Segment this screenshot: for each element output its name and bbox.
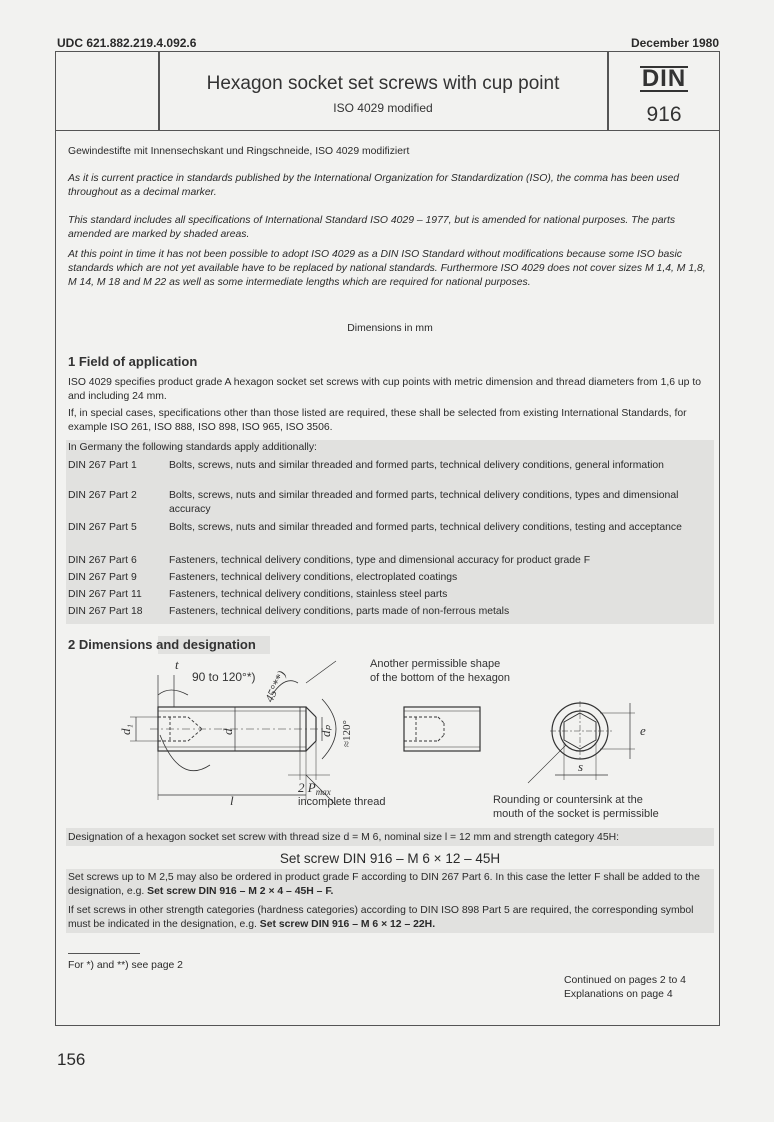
section-1-p2: If, in special cases, specifications other than those listed are required, these shall be selected from existing International Standards, for example ISO 261, ISO 888, ISO 898, ISO 965, ISO 3506. (68, 408, 687, 433)
designation-note-1: Set screws up to M 2,5 may also be ordered in product grade F according to DIN 267 Part 6. In this case the letter F shall be added to the designation, e.g. Set screw DIN 916 – M 2 × 4 – 45H – F. (68, 872, 700, 897)
german-title: Gewindestifte mit Innensechskant und Ringschneide, ISO 4029 modifiziert (68, 146, 410, 157)
angle-90-120-label: 90 to 120°*) (192, 670, 256, 684)
standard-note-2: At this point in time it has not been possible to adopt ISO 4029 as a DIN ISO Standard without modifications because some ISO basic standards which are not yet available have to be replaced by national standards. Furthermore ISO 4029 does not cover sizes M 1,4, M 1,8, M 14, M 18 and M 22 as well as some intermediate lengths which are required for national purposes. (68, 249, 706, 288)
angle-120-label: ≈120° (341, 720, 353, 747)
dp-label: dₚ (318, 724, 333, 737)
angle-45-label: 45°**) (262, 668, 289, 705)
rounding-line-1: Rounding or countersink at the (493, 794, 643, 806)
alt-shape-line-2: of the bottom of the hexagon (370, 672, 511, 684)
explanations-note: Explanations on page 4 (564, 989, 673, 1000)
section-1-heading: 1 Field of application (68, 354, 198, 369)
e-label: e (640, 723, 646, 738)
2p-label: 2 $P_{max}$ (298, 780, 331, 797)
document-title: Hexagon socket set screws with cup point (206, 73, 560, 94)
designation-note-2: If set screws in other strength categories (hardness categories) according to DIN ISO 898 Part 5 are required, the corresponding symbol must be indicated in the designation, e.g. Set screw DIN 916 – M 6 × 12 – 22H. (68, 905, 694, 930)
d1-label: d₁ (118, 723, 133, 735)
incomplete-thread-label: incomplete thread (298, 796, 386, 808)
set-screw-drawing (60, 655, 720, 825)
comma-note: As it is current practice in standards published by the International Organization for Standardization (ISO), the comma has been used throughout as a decimal marker. (68, 173, 680, 198)
l-label: l (230, 793, 234, 808)
din-number: 916 (646, 103, 682, 126)
title-box (55, 51, 720, 131)
s-label: s (578, 759, 584, 774)
designation-intro: Designation of a hexagon socket set screw with thread size d = M 6, nominal size l = 12 mm and strength category 45H: (68, 832, 619, 843)
footnote-divider (68, 953, 140, 954)
udc-number: UDC 621.882.219.4.092.6 (57, 36, 197, 50)
publication-date: December 1980 (630, 36, 719, 50)
section-1-p3: In Germany the following standards apply additionally: (68, 442, 317, 453)
section-2-heading: 2 Dimensions and designation (68, 637, 256, 652)
din-logo: DIN (641, 65, 687, 92)
rounding-line-2: mouth of the socket is permissible (493, 808, 659, 820)
t-label: t (175, 657, 179, 672)
section-1-p1: ISO 4029 specifies product grade A hexagon socket set screws with cup points with metric dimension and thread diameters from 1,6 up to and including 24 mm. (68, 377, 702, 402)
alt-shape-line-1: Another permissible shape (370, 658, 501, 670)
continued-note: Continued on pages 2 to 4 (564, 975, 686, 986)
page-number: 156 (57, 1050, 86, 1069)
standard-note-1: This standard includes all specifications of International Standard ISO 4029 – 1977, but is amended for national purposes. The parts amended are marked by shaded areas. (68, 215, 676, 240)
dimensions-note: Dimensions in mm (347, 323, 433, 334)
document-subtitle: ISO 4029 modified (333, 101, 433, 115)
footnote: For *) and **) see page 2 (68, 960, 183, 971)
d-label: d (220, 728, 235, 735)
designation-example: Set screw DIN 916 – M 6 × 12 – 45H (279, 851, 501, 866)
